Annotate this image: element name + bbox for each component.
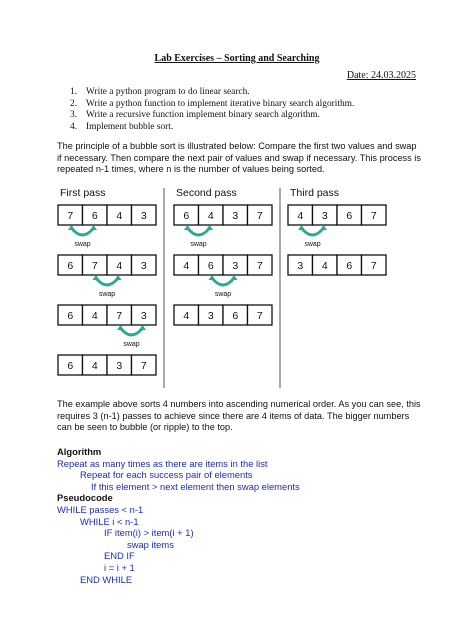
swap-arrow-icon xyxy=(184,225,213,235)
cell-value: 6 xyxy=(91,210,98,222)
algorithm-heading: Algorithm xyxy=(57,446,102,457)
outro-paragraph: The example above sorts 4 numbers into ascending numerical order. As you can see, this requires 3 (n-1) passes to achieve since there are 4 items of data. The bigger numbers can be seen to bubble (or ripple) to the top. xyxy=(57,399,421,432)
array-row xyxy=(174,305,272,325)
cell-value: 4 xyxy=(91,310,98,322)
cell-value: 4 xyxy=(207,210,214,222)
pseudocode-line: END IF xyxy=(104,550,135,562)
cell-value: 3 xyxy=(140,210,147,222)
cell-value: 6 xyxy=(183,210,190,222)
algorithm-block xyxy=(57,446,300,585)
task-item xyxy=(70,110,354,122)
cell-value: 7 xyxy=(256,210,263,222)
task-number: 4. xyxy=(70,121,78,132)
pseudocode-line: swap items xyxy=(127,538,174,550)
task-item xyxy=(70,122,354,134)
cell-value: 4 xyxy=(116,260,123,272)
cell-value: 3 xyxy=(140,260,147,272)
task-text: Write a recursive function implement binary search algorithm. xyxy=(86,110,320,120)
cell-value: 3 xyxy=(140,310,147,322)
cell-value: 6 xyxy=(67,360,74,372)
cell-value: 4 xyxy=(183,260,190,272)
cell-value: 4 xyxy=(91,360,98,372)
array-row xyxy=(174,255,272,275)
cell-value: 3 xyxy=(116,360,123,372)
bubble-sort-diagram xyxy=(52,180,412,390)
array-row xyxy=(58,355,156,375)
swap-arrow-icon xyxy=(208,275,237,285)
swap-arrow-icon xyxy=(298,225,327,235)
swap-label: swap xyxy=(123,341,140,348)
pseudocode-line: IF item(i) > item(i + 1) xyxy=(104,527,194,539)
task-list xyxy=(70,87,354,133)
pseudocode-line: Repeat as many times as there are items in the list xyxy=(57,457,268,469)
swap-arrow-icon xyxy=(68,225,97,235)
pass-title: Second pass xyxy=(176,187,237,199)
pseudocode-line: END WHILE xyxy=(80,573,133,585)
task-item xyxy=(70,87,354,99)
pseudocode-line: If this element > next element then swap elements xyxy=(91,480,300,492)
cell-value: 4 xyxy=(321,260,328,272)
task-text: Implement bubble sort. xyxy=(86,121,174,132)
pseudocode-line: WHILE i < n-1 xyxy=(80,515,139,527)
cell-value: 7 xyxy=(67,210,74,222)
cell-value: 4 xyxy=(116,210,123,222)
swap-label: swap xyxy=(190,241,207,248)
cell-value: 7 xyxy=(91,260,98,272)
cell-value: 7 xyxy=(256,310,263,322)
array-row xyxy=(288,205,386,225)
algorithm-heading: Pseudocode xyxy=(57,492,113,504)
pseudocode-line: i = i + 1 xyxy=(104,561,135,573)
cell-value: 6 xyxy=(67,310,74,322)
swap-label: swap xyxy=(98,291,116,298)
pass-title: First pass xyxy=(60,187,106,199)
swap-arrow-icon xyxy=(92,275,121,285)
pass-title: Third pass xyxy=(290,187,340,199)
page-title: Lab Exercises – Sorting and Searching xyxy=(154,53,320,64)
array-row xyxy=(58,305,156,325)
cell-value: 7 xyxy=(370,210,377,222)
cell-value: 4 xyxy=(297,210,304,222)
pseudocode-line: Repeat for each success pair of elements xyxy=(80,469,253,481)
task-text: Write a python function to implement iterative binary search algorithm. xyxy=(86,98,355,109)
date-label: Date: 24.03.2025 xyxy=(346,70,416,81)
array-row xyxy=(58,205,156,225)
cell-value: 3 xyxy=(232,210,239,222)
task-number: 2. xyxy=(70,98,78,109)
array-row xyxy=(174,205,272,225)
pseudocode-line: WHILE passes < n-1 xyxy=(57,503,144,515)
task-number: 1. xyxy=(70,87,78,97)
cell-value: 6 xyxy=(207,260,214,272)
swap-label: swap xyxy=(304,241,321,248)
cell-value: 7 xyxy=(140,360,147,372)
cell-value: 6 xyxy=(346,260,353,272)
cell-value: 7 xyxy=(370,260,377,272)
cell-value: 6 xyxy=(346,210,353,222)
task-text: Write a python program to do linear search. xyxy=(86,87,250,97)
cell-value: 6 xyxy=(67,260,74,272)
intro-paragraph: The principle of a bubble sort is illustrated below: Compare the first two values and swap if necessary. Then compare the next pair of values and swap if necessary. This process is repeated n-1 times, where n is the number of values being sorted. xyxy=(57,141,421,174)
task-number: 3. xyxy=(70,110,78,120)
cell-value: 7 xyxy=(256,260,263,272)
swap-label: swap xyxy=(74,241,91,248)
cell-value: 3 xyxy=(232,260,239,272)
cell-value: 3 xyxy=(321,210,328,222)
cell-value: 6 xyxy=(232,310,239,322)
cell-value: 3 xyxy=(207,310,214,322)
swap-label: swap xyxy=(214,291,232,298)
array-row xyxy=(288,255,386,275)
cell-value: 3 xyxy=(297,260,304,272)
array-row xyxy=(58,255,156,275)
cell-value: 4 xyxy=(183,310,190,322)
swap-arrow-icon xyxy=(117,325,146,335)
cell-value: 7 xyxy=(116,310,123,322)
task-item xyxy=(70,99,354,111)
